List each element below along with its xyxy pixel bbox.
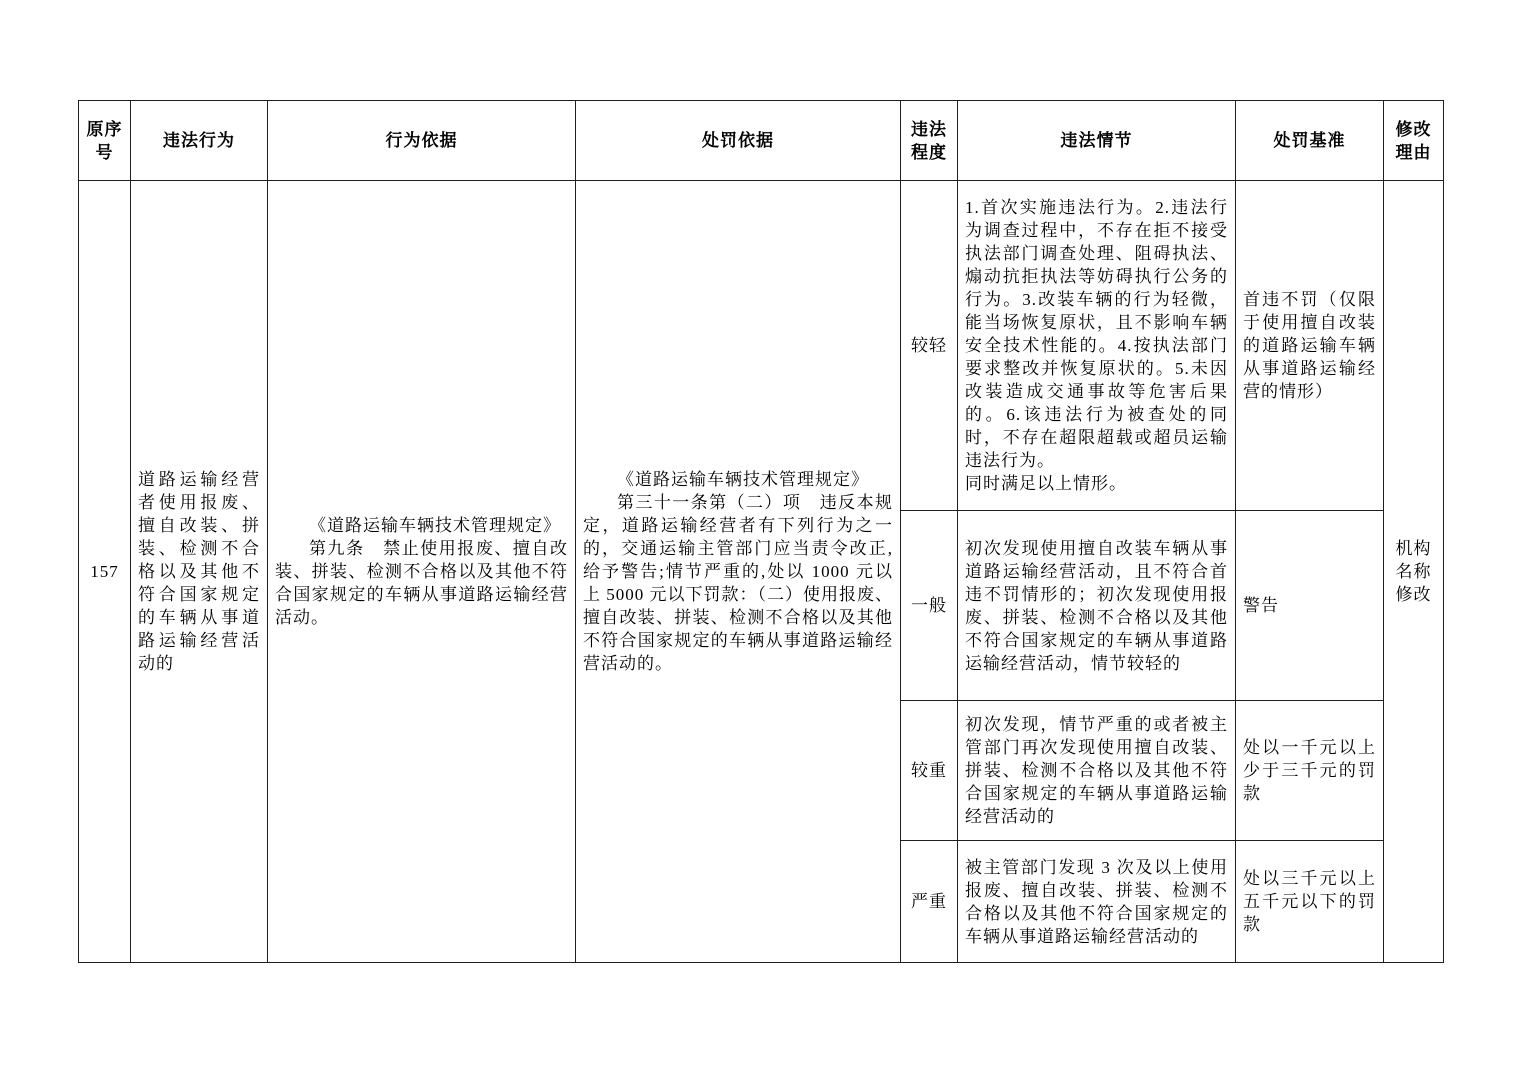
behavior-basis-title: 《道路运输车辆技术管理规定》 [309, 516, 561, 535]
penalty-basis-title: 《道路运输车辆技术管理规定》 [617, 470, 869, 489]
header-modification-reason: 修改理由 [1384, 101, 1444, 181]
header-illegal-behavior: 违法行为 [131, 101, 268, 181]
cell-degree-severe: 严重 [901, 841, 958, 963]
circumstances-text: 1.首次实施违法行为。2.违法行为调查过程中，不存在拒不接受执法部门调查处理、阻碍执法、煽动抗拒执法等妨碍执行公务的行为。3.改装车辆的行为轻微，能当场恢复原状，且不影响车辆安全技术性能的。4.按执法部门要求整改并恢复原状的。5.未因改装造成交通事故等危害后果的。6.该违法行为被查处的同时，不存在超限超载或超员运输违法行为。 [965, 198, 1228, 470]
header-serial-number: 原序号 [79, 101, 131, 181]
cell-serial-number: 157 [79, 181, 131, 963]
regulation-table [78, 100, 1444, 963]
header-row [79, 101, 1444, 181]
table-row [79, 181, 1444, 511]
cell-illegal-behavior: 道路运输经营者使用报废、擅自改装、拼装、检测不合格以及其他不符合国家规定的车辆从事道路运输经营活动的 [131, 181, 268, 963]
cell-benchmark-serious: 处以一千元以上少于三千元的罚款 [1236, 701, 1384, 841]
cell-circumstances-severe: 被主管部门发现 3 次及以上使用报废、擅自改装、拼装、检测不合格以及其他不符合国家规定的车辆从事道路运输经营活动的 [958, 841, 1236, 963]
cell-benchmark-severe: 处以三千元以上五千元以下的罚款 [1236, 841, 1384, 963]
behavior-basis-text: 第九条 禁止使用报废、擅自改装、拼装、检测不合格以及其他不符合国家规定的车辆从事道路运输经营活动。 [275, 539, 568, 627]
cell-benchmark-minor: 首违不罚（仅限于使用擅自改装的道路运输车辆从事道路运输经营的情形） [1236, 181, 1384, 511]
cell-circumstances-general: 初次发现使用擅自改装车辆从事道路运输经营活动，且不符合首违不罚情形的；初次发现使用报废、拼装、检测不合格以及其他不符合国家规定的车辆从事道路运输经营活动，情节较轻的 [958, 511, 1236, 701]
penalty-basis-text: 第三十一条第（二）项 违反本规定，道路运输经营者有下列行为之一的，交通运输主管部门应当责令改正,给予警告;情节严重的,处以 1000 元以上 5000 元以下罚款：（二）使用报废、擅自改装、拼装、检测不合格以及其他不符合国家规定的车辆从事道路运输经营活动的。 [583, 493, 893, 673]
cell-degree-serious: 较重 [901, 701, 958, 841]
cell-modification-reason: 机构名称修改 [1384, 181, 1444, 963]
cell-circumstances-minor [958, 181, 1236, 511]
circumstances-note: 同时满足以上情形。 [965, 474, 1127, 493]
cell-benchmark-general: 警告 [1236, 511, 1384, 701]
header-penalty-basis: 处罚依据 [576, 101, 901, 181]
header-penalty-benchmark: 处罚基准 [1236, 101, 1384, 181]
header-behavior-basis: 行为依据 [268, 101, 576, 181]
header-violation-degree: 违法程度 [901, 101, 958, 181]
cell-degree-minor: 较轻 [901, 181, 958, 511]
cell-penalty-basis [576, 181, 901, 963]
cell-behavior-basis [268, 181, 576, 963]
cell-degree-general: 一般 [901, 511, 958, 701]
header-violation-circumstances: 违法情节 [958, 101, 1236, 181]
cell-circumstances-serious: 初次发现，情节严重的或者被主管部门再次发现使用擅自改装、拼装、检测不合格以及其他不符合国家规定的车辆从事道路运输经营活动的 [958, 701, 1236, 841]
